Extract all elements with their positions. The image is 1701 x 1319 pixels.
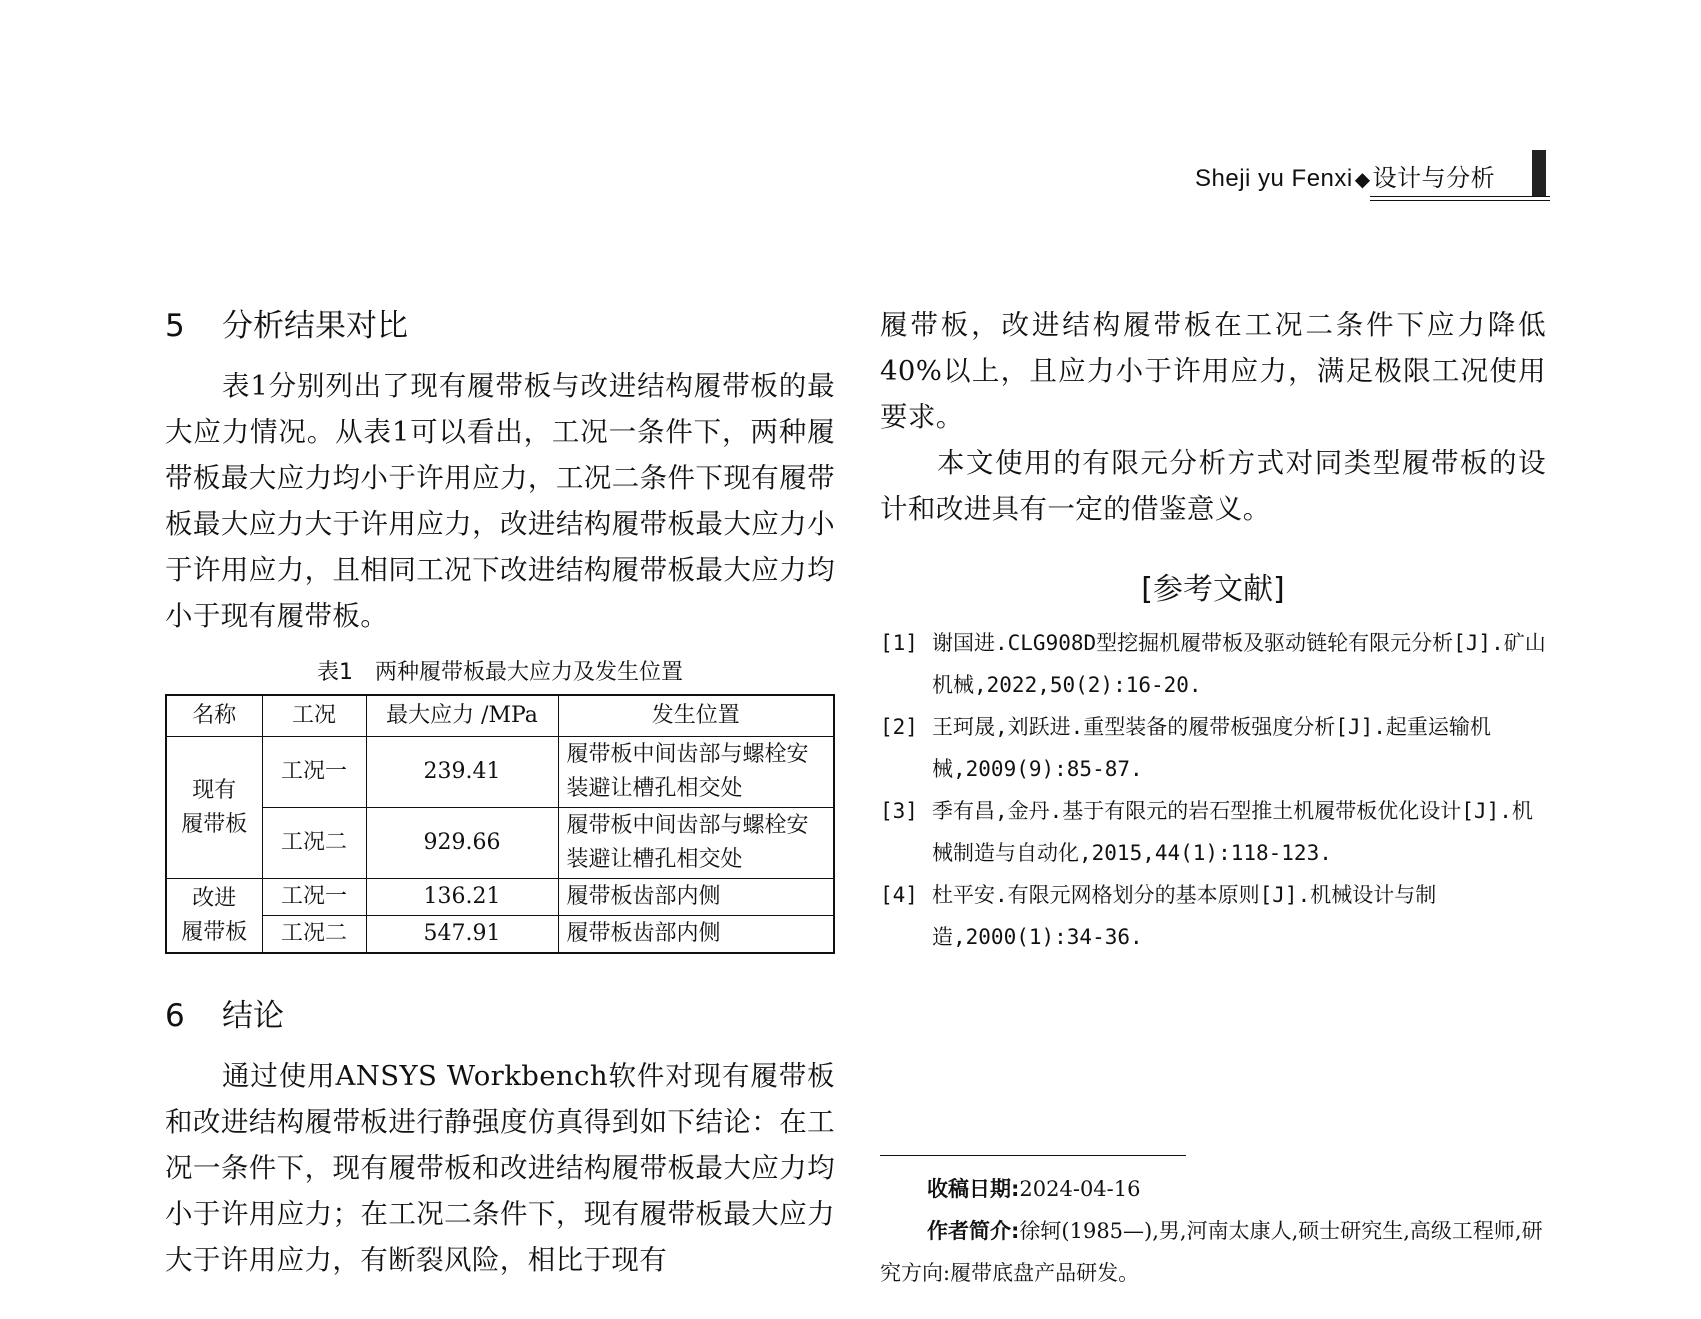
section-number: 5: [165, 308, 185, 344]
condition-cell: 工况一: [262, 879, 366, 916]
ref-text: 谢国进.CLG908D型挖掘机履带板及驱动链轮有限元分析[J].矿山机械,2022,50(2):16-20.: [932, 631, 1546, 697]
table-caption: 表1 两种履带板最大应力及发生位置: [317, 660, 683, 685]
received-label: 收稿日期:: [927, 1177, 1020, 1201]
ref-number: [4]: [880, 883, 918, 907]
author-info: [880, 1210, 1546, 1294]
header-underline: [1370, 196, 1550, 201]
condition-cell: 工况二: [262, 916, 366, 954]
section-title: 结论: [222, 998, 284, 1034]
ref-number: [3]: [880, 799, 918, 823]
location-cell: 履带板中间齿部与螺栓安装避让槽孔相交处: [558, 808, 834, 879]
conclusion-continuation: 履带板，改进结构履带板在工况二条件下应力降低40%以上，且应力小于许用应力，满足极限工况使用要求。: [880, 309, 1546, 433]
ref-text: 杜平安.有限元网格划分的基本原则[J].机械设计与制造,2000(1):34-36.: [932, 883, 1437, 949]
received-value: 2024-04-16: [1019, 1177, 1141, 1201]
running-header: [1195, 158, 1495, 193]
stress-cell: 929.66: [366, 808, 558, 879]
ref-number: [1]: [880, 631, 918, 655]
section-5-paragraph: 表1分别列出了现有履带板与改进结构履带板的最大应力情况。从表1可以看出，工况一条件下，两种履带板最大应力均小于许用应力，工况二条件下现有履带板最大应力大于许用应力，改进结构履带板最大应力小于许用应力，且相同工况下改进结构履带板最大应力均小于现有履带板。: [165, 370, 835, 632]
header-title: 设计与分析: [1372, 165, 1496, 192]
stress-cell: 547.91: [366, 916, 558, 954]
stress-cell: 136.21: [366, 879, 558, 916]
diamond-icon: ◆: [1354, 169, 1371, 191]
reference-item: [880, 790, 1546, 874]
section-title: 分析结果对比: [222, 308, 408, 344]
table-header-row: [166, 695, 834, 737]
header-bar: [1532, 150, 1546, 196]
left-column: [165, 300, 835, 1283]
ref-number: [2]: [880, 715, 918, 739]
stress-cell: 239.41: [366, 737, 558, 808]
table-row: [166, 916, 834, 954]
received-date: [880, 1168, 1546, 1210]
table-row: [166, 879, 834, 916]
section-number: 6: [165, 998, 185, 1034]
footnote-rule: [880, 1155, 1186, 1156]
header-cell: 工况: [262, 695, 366, 737]
header-cell: 名称: [166, 695, 262, 737]
group-name-cell: 现有 履带板: [166, 737, 262, 879]
location-cell: 履带板齿部内侧: [558, 916, 834, 954]
author-value: 徐轲(1985—),男,河南太康人,硕士研究生,高级工程师,研究方向:履带底盘产品研发。: [880, 1219, 1543, 1285]
section-6-paragraph: 通过使用ANSYS Workbench软件对现有履带板和改进结构履带板进行静强度仿真得到如下结论：在工况一条件下，现有履带板和改进结构履带板最大应力均小于许用应力；在工况二条件下，现有履带板最大应力大于许用应力，有断裂风险，相比于现有: [165, 1060, 835, 1276]
reference-item: [880, 706, 1546, 790]
conclusion-paragraph: 本文使用的有限元分析方式对同类型履带板的设计和改进具有一定的借鉴意义。: [880, 447, 1546, 525]
group-name-cell: 改进 履带板: [166, 879, 262, 954]
stress-table: [165, 694, 835, 954]
reference-item: [880, 622, 1546, 706]
header-cell: 最大应力 /MPa: [366, 695, 558, 737]
right-column: [880, 302, 1546, 958]
location-cell: 履带板中间齿部与螺栓安装避让槽孔相交处: [558, 737, 834, 808]
table-row: [166, 737, 834, 808]
section-5-heading: [165, 300, 835, 345]
condition-cell: 工况一: [262, 737, 366, 808]
references-title: [参考文献]: [1141, 572, 1285, 607]
section-6-heading: [165, 990, 835, 1035]
ref-text: 王珂晟,刘跃进.重型装备的履带板强度分析[J].起重运输机械,2009(9):85-87.: [932, 715, 1491, 781]
author-label: 作者简介:: [927, 1219, 1020, 1243]
location-cell: 履带板齿部内侧: [558, 879, 834, 916]
ref-text: 季有昌,金丹.基于有限元的岩石型推土机履带板优化设计[J].机械制造与自动化,2015,44(1):118-123.: [932, 799, 1533, 865]
header-cell: 发生位置: [558, 695, 834, 737]
table-row: [166, 808, 834, 879]
header-pinyin: Sheji yu Fenxi: [1195, 165, 1353, 192]
reference-item: [880, 874, 1546, 958]
condition-cell: 工况二: [262, 808, 366, 879]
footnote: [880, 1168, 1546, 1294]
